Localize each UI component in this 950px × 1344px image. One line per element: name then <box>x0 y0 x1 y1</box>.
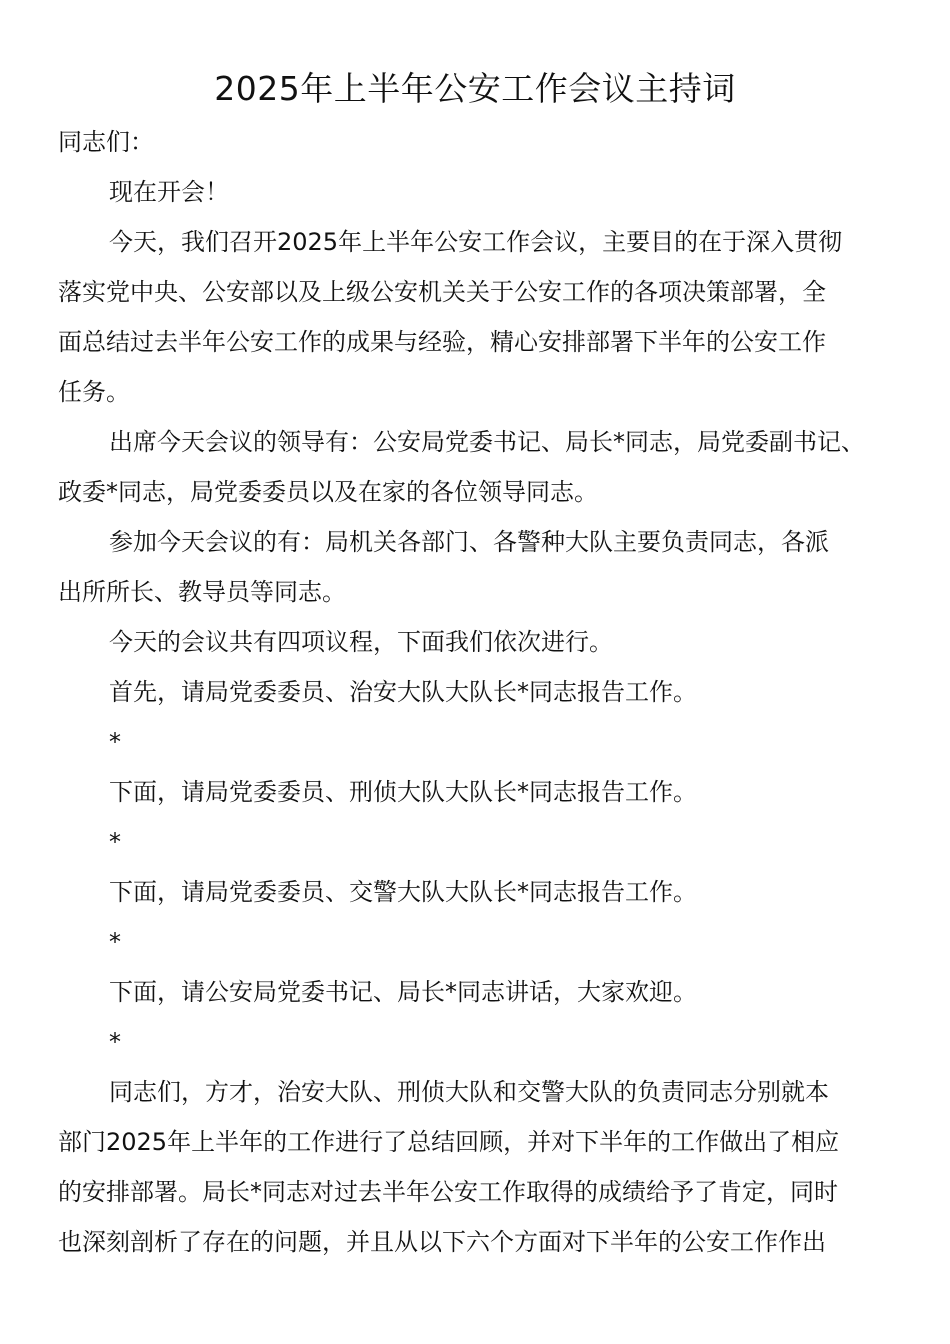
paragraph-attending-leaders <box>58 417 898 517</box>
paragraph-second-report <box>58 767 898 817</box>
paragraph-purpose <box>58 217 898 417</box>
paragraph-line: 部门2025年上半年的工作进行了总结回顾，并对下半年的工作做出了相应 <box>58 1128 840 1156</box>
paragraph-first-report <box>58 667 898 717</box>
paragraph-line: * <box>109 1028 121 1056</box>
paragraph-line: 面总结过去半年公安工作的成果与经验，精心安排部署下半年的公安工作 <box>58 328 826 356</box>
paragraph-line: * <box>109 928 121 956</box>
paragraph-line: 今天的会议共有四项议程，下面我们依次进行。 <box>109 628 613 656</box>
paragraph-line: 下面，请局党委委员、交警大队大队长*同志报告工作。 <box>109 878 697 906</box>
paragraph-line: * <box>109 828 121 856</box>
paragraph-line: 现在开会！ <box>109 178 229 206</box>
paragraph-agenda <box>58 617 898 667</box>
paragraph-line: 出席今天会议的领导有：公安局党委书记、局长*同志，局党委副书记、 <box>109 428 865 456</box>
salutation <box>58 117 898 167</box>
paragraph-line: 出所所长、教导员等同志。 <box>58 578 346 606</box>
salutation-line: 同志们： <box>58 128 154 156</box>
paragraph-open-meeting <box>58 167 898 217</box>
paragraph-line: 下面，请局党委委员、刑侦大队大队长*同志报告工作。 <box>109 778 697 806</box>
paragraph-line: 今天，我们召开2025年上半年公安工作会议，主要目的在于深入贯彻 <box>109 228 843 256</box>
paragraph-line: 的安排部署。局长*同志对过去半年公安工作取得的成绩给予了肯定，同时 <box>58 1178 838 1206</box>
paragraph-line: 政委*同志，局党委委员以及在家的各位领导同志。 <box>58 478 598 506</box>
document-title: 2025年上半年公安工作会议主持词 <box>214 69 736 108</box>
paragraph-line: 任务。 <box>58 378 130 406</box>
paragraph-line: * <box>109 728 121 756</box>
paragraph-line: 首先，请局党委委员、治安大队大队长*同志报告工作。 <box>109 678 697 706</box>
paragraph-line: 参加今天会议的有：局机关各部门、各警种大队主要负责同志，各派 <box>109 528 829 556</box>
paragraph-line: 也深刻剖析了存在的问题，并且从以下六个方面对下半年的公安工作作出 <box>58 1228 826 1256</box>
paragraph-participants <box>58 517 898 617</box>
paragraph-line: 落实党中央、公安部以及上级公安机关关于公安工作的各项决策部署，全 <box>58 278 826 306</box>
paragraph-speech <box>58 967 898 1017</box>
placeholder-asterisk <box>58 817 898 867</box>
paragraph-summary <box>58 1067 898 1267</box>
placeholder-asterisk <box>58 1017 898 1067</box>
paragraph-third-report <box>58 867 898 917</box>
placeholder-asterisk <box>58 917 898 967</box>
placeholder-asterisk <box>58 717 898 767</box>
paragraph-line: 同志们，方才，治安大队、刑侦大队和交警大队的负责同志分别就本 <box>109 1078 829 1106</box>
document-body <box>58 117 898 1267</box>
paragraph-line: 下面，请公安局党委书记、局长*同志讲话，大家欢迎。 <box>109 978 697 1006</box>
